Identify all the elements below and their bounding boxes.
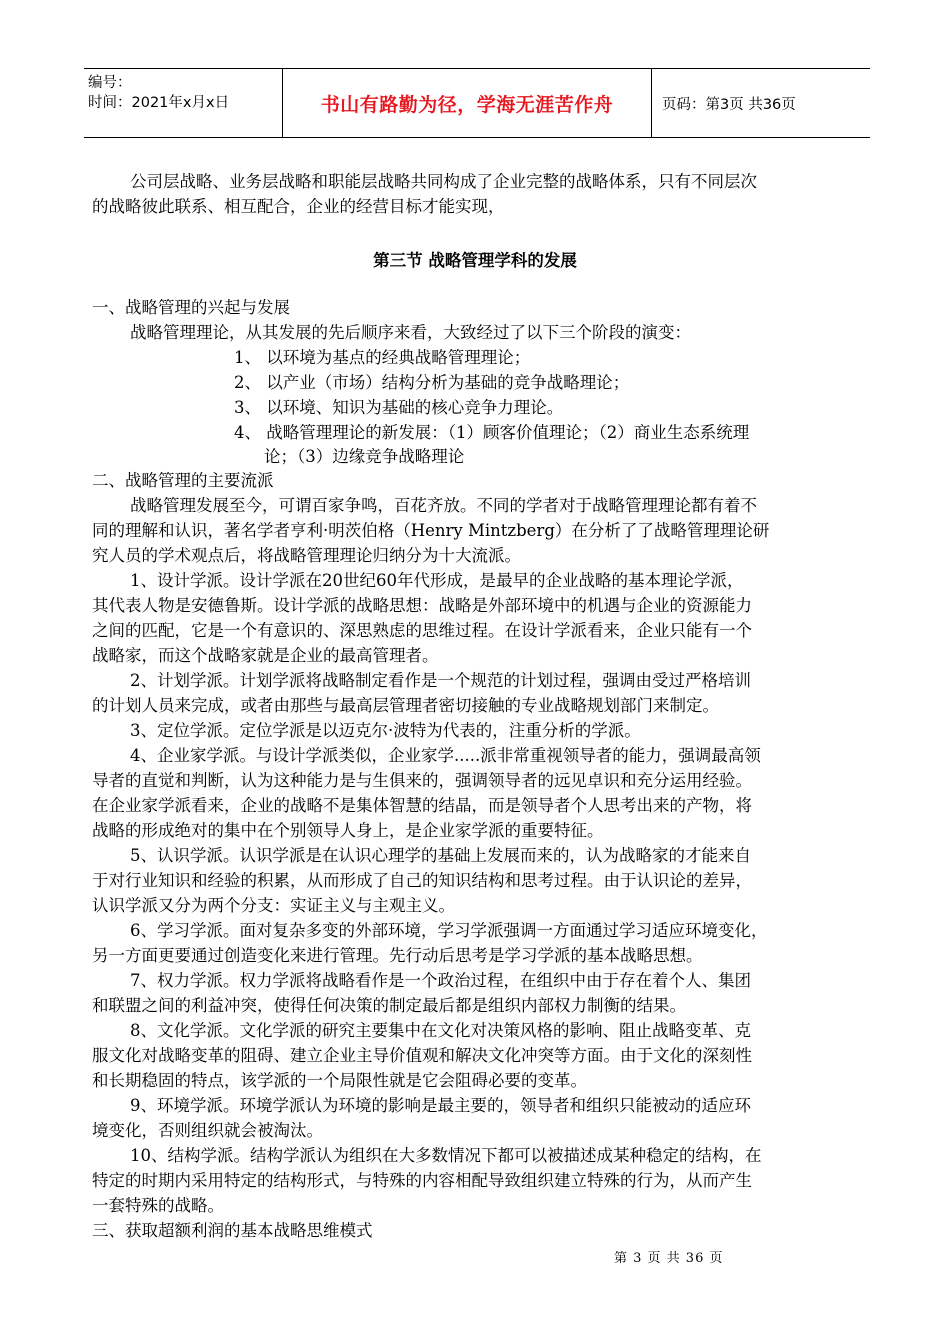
paragraph-line: 1、设计学派。设计学派在20世纪60年代形成，是最早的企业战略的基本理论学派， <box>130 571 744 590</box>
paragraph-line: 7、权力学派。权力学派将战略看作是一个政治过程，在组织中由于存在着个人、集团 <box>130 971 751 990</box>
part1-item-continuation: 论；（3）边缘竞争战略理论 <box>264 447 465 466</box>
paragraph-line: 6、学习学派。面对复杂多变的外部环境，学习学派强调一方面通过学习适应环境变化， <box>130 921 768 940</box>
part1-lead: 战略管理理论，从其发展的先后顺序来看，大致经过了以下三个阶段的演变： <box>130 323 691 342</box>
paragraph-line: 服文化对战略变革的阻碍、建立企业主导价值观和解决文化冲突等方面。由于文化的深刻性 <box>92 1046 752 1065</box>
part1-heading: 一、战略管理的兴起与发展 <box>92 298 290 317</box>
paragraph-line: 于对行业知识和经验的积累，从而形成了自己的知识结构和思考过程。由于认识论的差异， <box>92 871 752 890</box>
page-header-table <box>84 68 870 138</box>
part1-item: 2、 以产业（市场）结构分析为基础的竞争战略理论； <box>234 373 630 392</box>
header-motto-cell <box>282 69 652 137</box>
paragraph-line: 境变化，否则组织就会被淘汰。 <box>92 1121 323 1140</box>
header-page-info: 页码：第3页 共36页 <box>662 96 796 113</box>
intro-line-1: 公司层战略、业务层战略和职能层战略共同构成了企业完整的战略体系，只有不同层次 <box>130 172 757 191</box>
header-motto: 书山有路勤为径，学海无涯苦作舟 <box>320 93 614 116</box>
paragraph-line: 同的理解和认识，著名学者亨利·明茨伯格（Henry Mintzberg）在分析了了战略管理理论研 <box>92 521 770 540</box>
paragraph-line: 战略管理发展至今，可谓百家争鸣，百花齐放。不同的学者对于战略管理理论都有着不 <box>130 496 757 515</box>
paragraph-line: 的计划人员来完成，或者由那些与最高层管理者密切接触的专业战略规划部门来制定。 <box>92 696 719 715</box>
paragraph-line: 导者的直觉和判断，认为这种能力是与生俱来的，强调领导者的远见卓识和充分运用经验。 <box>92 771 752 790</box>
paragraph-line: 其代表人物是安德鲁斯。设计学派的战略思想：战略是外部环境中的机遇与企业的资源能力 <box>92 596 752 615</box>
section-title: 第三节 战略管理学科的发展 <box>373 251 577 270</box>
paragraph-line: 之间的匹配，它是一个有意识的、深思熟虑的思维过程。在设计学派看来，企业只能有一个 <box>92 621 752 640</box>
page-footer: 第 3 页 共 36 页 <box>614 1251 724 1266</box>
intro-line-2: 的战略彼此联系、相互配合，企业的经营目标才能实现， <box>92 197 505 216</box>
paragraph-line: 和长期稳固的特点，该学派的一个局限性就是它会阻碍必要的变革。 <box>92 1071 587 1090</box>
paragraph-line: 4、企业家学派。与设计学派类似，企业家学.....派非常重视领导者的能力，强调最高领 <box>130 746 761 765</box>
paragraph-line: 特定的时期内采用特定的结构形式，与特殊的内容相配导致组织建立特殊的行为，从而产生 <box>92 1171 752 1190</box>
header-meta <box>84 69 282 137</box>
paragraph-line: 9、环境学派。环境学派认为环境的影响是最主要的，领导者和组织只能被动的适应环 <box>130 1096 751 1115</box>
paragraph-line: 3、定位学派。定位学派是以迈克尔·波特为代表的，注重分析的学派。 <box>130 721 641 740</box>
part1-item: 4、 战略管理理论的新发展：（1）顾客价值理论；（2）商业生态系统理 <box>234 423 750 442</box>
paragraph-line: 8、文化学派。文化学派的研究主要集中在文化对决策风格的影响、阻止战略变革、克 <box>130 1021 751 1040</box>
part1-item: 3、 以环境、知识为基础的核心竞争力理论。 <box>234 398 564 417</box>
header-number: 编号： <box>88 75 132 91</box>
paragraph-line: 5、认识学派。认识学派是在认识心理学的基础上发展而来的，认为战略家的才能来自 <box>130 846 751 865</box>
paragraph-line: 一套特殊的战略。 <box>92 1196 224 1215</box>
paragraph-line: 和联盟之间的利益冲突，使得任何决策的制定最后都是组织内部权力制衡的结果。 <box>92 996 686 1015</box>
paragraph-line: 战略家，而这个战略家就是企业的最高管理者。 <box>92 646 439 665</box>
paragraph-line: 2、计划学派。计划学派将战略制定看作是一个规范的计划过程，强调由受过严格培训 <box>130 671 751 690</box>
part2-heading: 二、战略管理的主要流派 <box>92 471 274 490</box>
paragraph-line: 究人员的学术观点后，将战略管理理论归纳分为十大流派。 <box>92 546 521 565</box>
part3-heading: 三、获取超额利润的基本战略思维模式 <box>92 1221 373 1240</box>
paragraph-line: 10、结构学派。结构学派认为组织在大多数情况下都可以被描述成某种稳定的结构，在 <box>130 1146 762 1165</box>
paragraph-line: 另一方面更要通过创造变化来进行管理。先行动后思考是学习学派的基本战略思想。 <box>92 946 703 965</box>
paragraph-line: 战略的形成绝对的集中在个别领导人身上，是企业家学派的重要特征。 <box>92 821 604 840</box>
paragraph-line: 在企业家学派看来，企业的战略不是集体智慧的结晶，而是领导者个人思考出来的产物，将 <box>92 796 752 815</box>
header-date: 时间：2021年x月x日 <box>88 95 230 111</box>
part1-item: 1、 以环境为基点的经典战略管理理论； <box>234 348 531 367</box>
paragraph-line: 认识学派又分为两个分支：实证主义与主观主义。 <box>92 896 455 915</box>
